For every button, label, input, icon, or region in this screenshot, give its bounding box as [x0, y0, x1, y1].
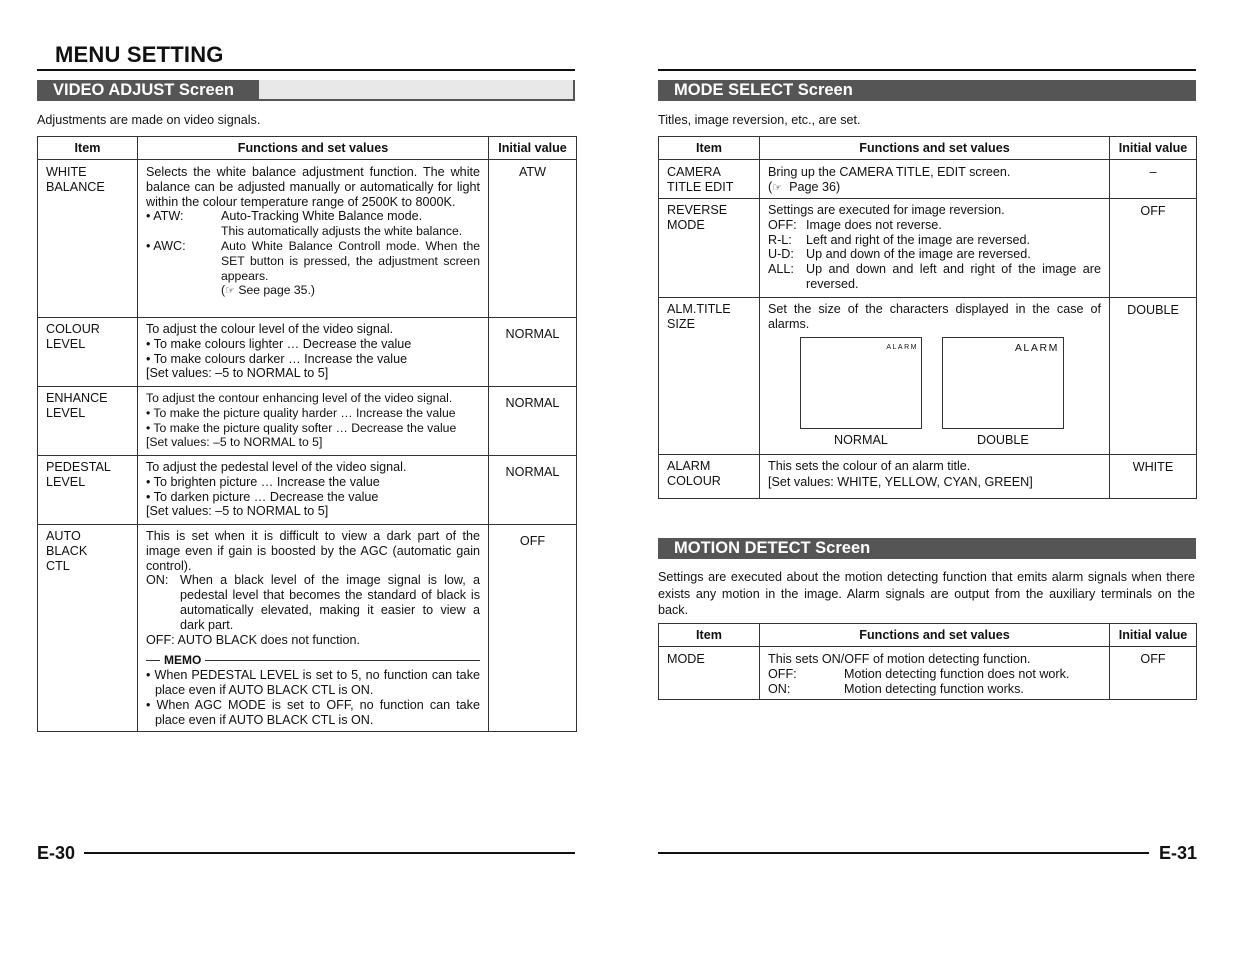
reverse-option	[768, 233, 1101, 248]
section-intro: Titles, image reversion, etc., are set.	[658, 113, 861, 127]
table-row	[38, 318, 577, 387]
table-header-row	[659, 137, 1197, 160]
table-row	[659, 298, 1197, 455]
table-row	[659, 647, 1197, 700]
option-value: Motion detecting function works.	[844, 681, 1024, 696]
mode-select-table	[658, 136, 1197, 499]
option-value: Left and right of the image are reversed.	[806, 232, 1031, 247]
row-func	[760, 455, 1110, 499]
row-init: ATW	[489, 160, 577, 318]
option-value: Up and down and left and right of the image are reversed.	[806, 262, 1101, 291]
option-key: • ATW:	[146, 209, 184, 224]
reverse-option	[768, 262, 1101, 292]
item-line: BALANCE	[46, 179, 105, 194]
option-value: Motion detecting function does not work.	[844, 666, 1070, 681]
item-line: LEVEL	[46, 405, 86, 420]
row-init: NORMAL	[489, 318, 577, 387]
pointing-hand-icon: ☞	[772, 181, 783, 194]
item-line: AUTO	[46, 529, 81, 543]
table-header-row	[38, 137, 577, 160]
caption-double: DOUBLE	[977, 433, 1029, 447]
row-item	[38, 160, 138, 318]
row-func	[760, 647, 1110, 700]
motion-option	[768, 667, 1101, 682]
table-row	[659, 455, 1197, 499]
memo-item: • When PEDESTAL LEVEL is set to 5, no function can take place even if AUTO BLACK CTL is ON.	[146, 668, 480, 697]
option-value: Auto White Balance Controll mode. When the SET button is pressed, the adjustment screen appears.	[221, 238, 480, 283]
row-item	[659, 298, 760, 455]
func-text: This is set when it is difficult to view a dark part of the image even if gain is boosted by the AGC (automatic gain control).	[146, 529, 480, 573]
video-adjust-section-bar	[37, 80, 575, 101]
func-line: [Set values: WHITE, YELLOW, CYAN, GREEN]	[768, 475, 1033, 489]
item-line: LEVEL	[46, 474, 86, 489]
table-header-row	[659, 624, 1197, 647]
row-item	[38, 456, 138, 525]
row-func	[760, 160, 1110, 199]
header-item: Item	[659, 137, 760, 160]
row-func	[138, 525, 489, 732]
section-intro: Adjustments are made on video signals.	[37, 113, 261, 127]
motion-detect-table	[658, 623, 1197, 700]
mode-select-section-bar	[658, 80, 1196, 101]
row-init: OFF	[489, 525, 577, 732]
row-func	[760, 199, 1110, 298]
memo-heading	[146, 653, 480, 668]
reverse-option	[768, 247, 1101, 262]
option-key: OFF:	[768, 217, 797, 232]
item-line: COLOUR	[667, 473, 721, 488]
memo-item: • When AGC MODE is set to OFF, no function can take place even if AUTO BLACK CTL is ON.	[146, 697, 480, 727]
table-row	[38, 387, 577, 456]
row-init: OFF	[1110, 199, 1197, 298]
row-func	[138, 160, 489, 318]
item-line: MODE	[667, 217, 705, 232]
row-init: NORMAL	[489, 387, 577, 456]
table-row	[38, 456, 577, 525]
row-item	[659, 647, 760, 700]
row-func	[138, 387, 489, 456]
memo-title: MEMO	[164, 653, 202, 668]
item-line: TITLE EDIT	[667, 179, 734, 194]
section-title: MODE SELECT Screen	[674, 81, 853, 99]
func-line: Settings are executed for image reversion.	[768, 203, 1005, 217]
alarm-text-small: ALARM	[886, 344, 918, 351]
page-number-right: E-31	[1159, 843, 1198, 863]
item-line: REVERSE	[667, 203, 728, 217]
item-line: ALM.TITLE	[667, 302, 731, 316]
row-func	[760, 298, 1110, 455]
row-item	[659, 160, 760, 199]
func-line: Set the size of the characters displayed in the case of alarms.	[768, 302, 1101, 331]
on-option	[146, 573, 480, 632]
row-item	[659, 199, 760, 298]
option-value: When a black level of the image signal is low, a pedestal level that becomes the standard of black is automatically elevated, making it easier to view a dark part.	[180, 573, 480, 632]
header-func: Functions and set values	[138, 137, 489, 160]
func-line: • To brighten picture … Increase the value	[146, 474, 380, 489]
option-key: ON:	[768, 681, 791, 696]
option-key: R-L:	[768, 232, 792, 247]
caption-normal: NORMAL	[834, 433, 888, 447]
page-title: MENU SETTING	[55, 42, 224, 67]
header-init: Initial value	[489, 137, 577, 160]
alarm-text-large: ALARM	[1014, 342, 1059, 354]
reverse-option	[768, 218, 1101, 233]
func-line: This sets ON/OFF of motion detecting function.	[768, 652, 1031, 666]
option-key: OFF:	[768, 666, 797, 681]
section-intro: Settings are executed about the motion detecting function that emits alarm signals when there exists any motion in the image. Alarm signals are output from the auxiliary terminals on the back.	[658, 570, 1195, 617]
table-row	[38, 525, 577, 732]
header-init: Initial value	[1110, 137, 1197, 160]
row-item	[38, 387, 138, 456]
item-line: CTL	[46, 558, 70, 573]
page-reference: (☞ Page 36)	[768, 179, 841, 194]
func-line: • To make the picture quality softer … Decrease the value	[146, 420, 457, 435]
option-value: Image does not reverse.	[806, 217, 942, 232]
func-line: • To make colours darker … Increase the value	[146, 351, 408, 366]
row-func	[138, 456, 489, 525]
footer-rule-left	[84, 852, 575, 854]
row-init: OFF	[1110, 647, 1197, 700]
option-key: U-D:	[768, 247, 794, 262]
off-option: OFF: AUTO BLACK does not function.	[146, 632, 360, 647]
item-line: SIZE	[667, 316, 695, 331]
func-line: • To make colours lighter … Decrease the value	[146, 336, 412, 351]
pointing-hand-icon: ☞	[225, 285, 235, 298]
option-value: This automatically adjusts the white balance.	[221, 224, 463, 239]
item-line: LEVEL	[46, 336, 86, 351]
title-rule-right	[658, 69, 1196, 71]
video-adjust-table	[37, 136, 577, 732]
option-value: Auto-Tracking White Balance mode.	[221, 209, 423, 224]
func-line: Bring up the CAMERA TITLE, EDIT screen.	[768, 165, 1011, 179]
atw-option	[146, 209, 480, 239]
section-title: VIDEO ADJUST Screen	[53, 81, 234, 99]
reference-text: See page 35.)	[238, 283, 315, 298]
page-number-left: E-30	[37, 843, 76, 863]
alarm-normal-preview	[800, 337, 922, 429]
func-line: This sets the colour of an alarm title.	[768, 459, 971, 473]
awc-option	[146, 239, 480, 299]
row-item	[38, 525, 138, 732]
header-item: Item	[38, 137, 138, 160]
alarm-double-preview	[942, 337, 1064, 429]
table-row	[659, 199, 1197, 298]
motion-detect-section-bar	[658, 538, 1196, 559]
option-key: ALL:	[768, 262, 794, 277]
footer-rule-right	[658, 852, 1149, 854]
row-init: DOUBLE	[1110, 298, 1197, 455]
func-line: • To darken picture … Decrease the value	[146, 489, 379, 504]
item-line: COLOUR	[46, 322, 100, 336]
item-line: CAMERA	[667, 165, 721, 179]
func-line: [Set values: –5 to NORMAL to 5]	[146, 504, 329, 519]
motion-option	[768, 682, 1101, 697]
func-line: To adjust the colour level of the video signal.	[146, 322, 394, 336]
option-key: • AWC:	[146, 238, 186, 253]
section-title: MOTION DETECT Screen	[674, 539, 871, 557]
row-item	[38, 318, 138, 387]
func-line: To adjust the contour enhancing level of the video signal.	[146, 391, 453, 405]
func-line: [Set values: –5 to NORMAL to 5]	[146, 366, 329, 381]
row-item	[659, 455, 760, 499]
section-bar-tail	[259, 80, 573, 99]
header-func: Functions and set values	[760, 137, 1110, 160]
row-init: WHITE	[1110, 455, 1197, 499]
func-line: [Set values: –5 to NORMAL to 5]	[146, 435, 323, 450]
func-text: Selects the white balance adjustment function. The white balance can be adjusted manually or automatically for light within the colour temperature range of 2500K to 8000K.	[146, 165, 480, 209]
table-row	[38, 160, 577, 318]
option-key: ON:	[146, 573, 169, 588]
header-init: Initial value	[1110, 624, 1197, 647]
page-reference: (☞ See page 35.)	[221, 283, 315, 298]
header-func: Functions and set values	[760, 624, 1110, 647]
reference-text: Page 36)	[789, 179, 841, 194]
header-item: Item	[659, 624, 760, 647]
item-line: PEDESTAL	[46, 460, 111, 474]
option-value: Up and down of the image are reversed.	[806, 247, 1031, 262]
item-line: WHITE	[46, 165, 87, 179]
func-line: To adjust the pedestal level of the video signal.	[146, 460, 407, 474]
item-line: MODE	[667, 652, 705, 666]
item-line: ALARM	[667, 459, 711, 473]
table-row	[659, 160, 1197, 199]
item-line: ENHANCE	[46, 391, 108, 405]
item-line: BLACK	[46, 543, 88, 558]
title-rule	[37, 69, 575, 71]
func-line: • To make the picture quality harder … Increase the value	[146, 405, 456, 420]
row-func	[138, 318, 489, 387]
row-init: NORMAL	[489, 456, 577, 525]
row-init: –	[1110, 160, 1197, 199]
